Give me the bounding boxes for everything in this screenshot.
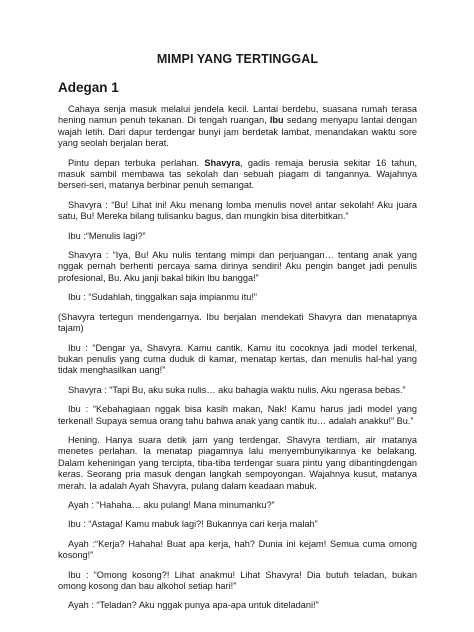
paragraph: Ibu : “Sudahlah, tinggalkan saja impianmu itu!” (68, 292, 257, 303)
paragraph: (Shavyra tertegun mendengarnya. Ibu berjalan mendekati Shavyra dan menatapnya tajam) (58, 311, 417, 334)
scene-heading: Adegan 1 (58, 80, 119, 95)
document-title: MIMPI YANG TERTINGGAL (156, 52, 319, 66)
paragraph: Ibu : “Astaga! Kamu mabuk lagi?! Bukannya cari kerja malah” (68, 519, 318, 530)
paragraph: Cahaya senja masuk melalui jendela kecil. Lantai berdebu, suasana rumah terasa hening namun penuh tekanan. Di tengah ruangan, Ibu sedang menyapu lantai dengan wajah letih. Dari dapur terdengar bunyi jam berdetak lambat, menandakan waktu sore yang seolah berjalan berat. (58, 104, 417, 149)
paragraph: Ibu : “Dengar ya, Shavyra. Kamu cantik. Kamu itu cocoknya jadi model terkenal, bukan penulis yang cuma duduk di kamar, menatap kertas, dan menulis hal-hal yang tidak menghasilkan uang!” (58, 342, 417, 376)
paragraph: Hening. Hanya suara detik jam yang terdengar. Shavyra terdiam, air matanya menetes perlahan. Ia menatap piagamnya lalu menyembunyikannya ke belakang. Dalam keheningan yang tercipta, tiba-tiba terdengar suara pintu yang dibantingdengan keras. Seorang pria masuk dengan langkah sempoyongan. Wajahnya kusut, matanya merah. Ia adalah Ayah Shavyra, pulang dalam keadaan mabuk. (58, 434, 417, 491)
paragraph: Ibu : “Kebahagiaan nggak bisa kasih makan, Nak! Kamu harus jadi model yang terkenal! Supaya semua orang tahu bahwa anak yang cantik itu… adalah anakku!” Bu.” (58, 404, 417, 426)
paragraph: Shavyra : “Iya, Bu! Aku nulis tentang mimpi dan perjuangan… tentang anak yang nggak pernah berhenti percaya sama dirinya sendiri! Aku pengin banget jadi penulis profesional, Bu. Aku janji bakal bikin Ibu bangga!” (58, 250, 417, 283)
paragraph: Shavyra : “Tapi Bu, aku suka nulis… aku bahagia waktu nulis. Aku ngerasa bebas.” (68, 384, 406, 395)
paragraph: Ibu :“Menulis lagi?” (68, 230, 146, 241)
paragraph: Ayah : “Hahaha… aku pulang! Mana minumanku?” (68, 499, 275, 510)
paragraph: Pintu depan terbuka perlahan. Shavyra, gadis remaja berusia sekitar 16 tahun, masuk sambil membawa tas sekolah dan sebuah piagam di tangannya. Wajahnya berseri-seri, matanya berbinar penuh semangat. (58, 157, 418, 191)
paragraph: Shavyra : “Bu! Lihat ini! Aku menang lomba menulis novel antar sekolah! Aku juara satu, Bu! Mereka bilang tulisanku bagus, dan mungkin bisa diterbitkan.” (58, 199, 417, 222)
paragraph: Ayah : “Teladan? Aku nggak punya apa-apa untuk diteladani!” (68, 600, 319, 611)
paragraph: Ibu : “Omong kosong?! Lihat anakmu! Lihat Shavyra! Dia butuh teladan, bukan omong kosong dan bau alkohol setiap hari!” (58, 569, 417, 591)
document-body (58, 104, 417, 612)
paragraph: Ayah :“Kerja? Hahaha! Buat apa kerja, hah? Dunia ini kejam! Semua cuma omong kosong!” (58, 538, 417, 561)
